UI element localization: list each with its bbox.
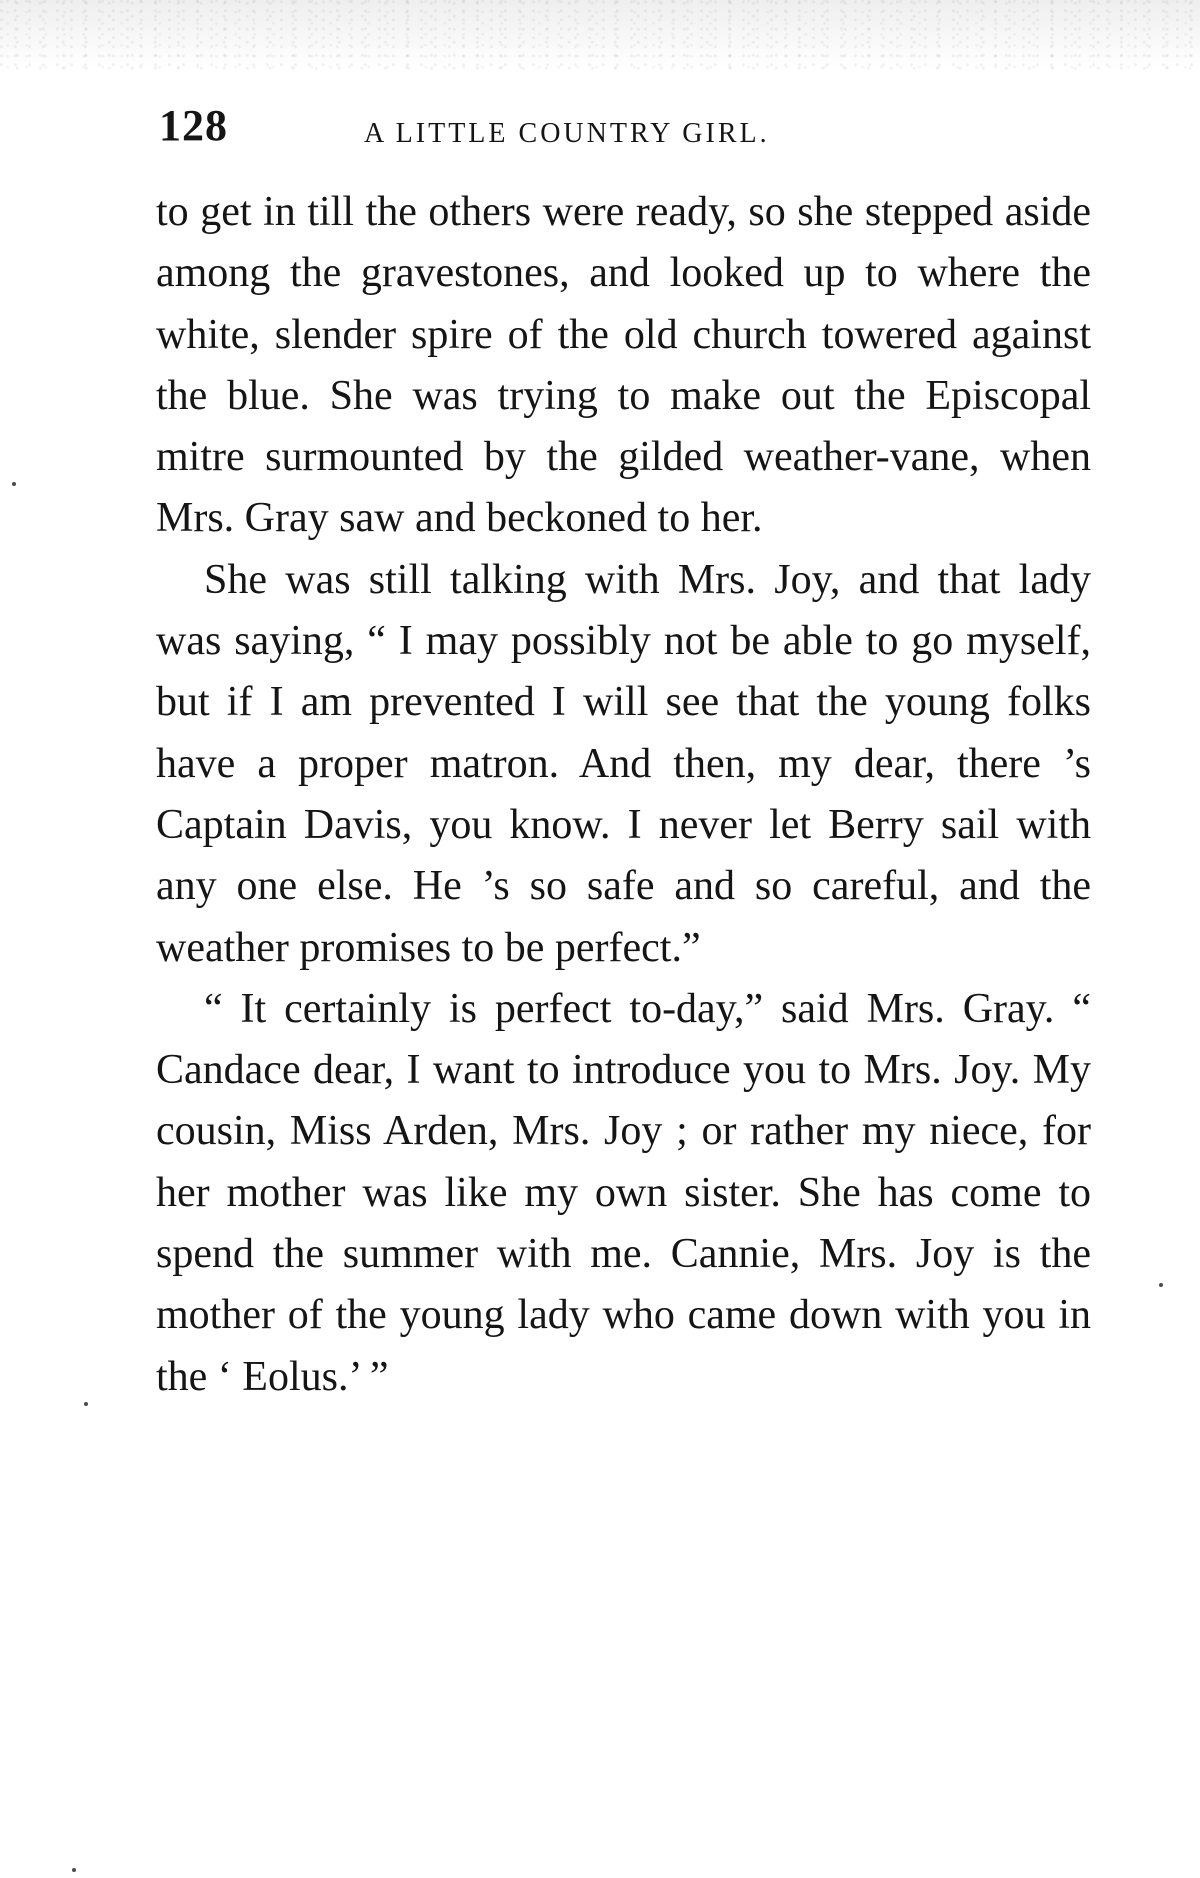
book-page bbox=[156, 92, 1091, 1832]
paragraph-2: She was still talking with Mrs. Joy, and that lady was saying, “ I may possibly not be able to go myself, but if I am prevented I will see that the young folks have a proper matron. And then, my dear, there ’s Captain Davis, you know. I never let Berry sail with any one else. He ’s so safe and so careful, and the weather promises to be perfect.” bbox=[156, 556, 1091, 971]
running-title: A LITTLE COUNTRY GIRL. bbox=[364, 118, 770, 149]
paragraph-1: to get in till the others were ready, so she stepped aside among the gravestones, and looked up to where the white, slender spire of the old church towered against the blue. She was trying to make out the Episcopal mitre surmounted by the gilded weather-vane, when Mrs. Gray saw and beckoned to her. bbox=[156, 189, 1091, 542]
page-number: 128 bbox=[159, 101, 228, 150]
speck-mark bbox=[84, 1402, 88, 1406]
body-text bbox=[156, 182, 1091, 1408]
speck-mark bbox=[72, 1868, 76, 1872]
speck-mark bbox=[1159, 1283, 1163, 1287]
speck-mark bbox=[12, 482, 16, 486]
paragraph-3: “ It certainly is perfect to-day,” said Mrs. Gray. “ Candace dear, I want to introduce you to Mrs. Joy. My cousin, Miss Arden, Mrs. Joy ; or rather my niece, for her mother was like my own sister. She has come to spend the summer with me. Cannie, Mrs. Joy is the mother of the young lady who came down with you in the ‘ Eolus.’ ” bbox=[156, 985, 1091, 1400]
running-head bbox=[156, 92, 1091, 172]
page-top-speckle bbox=[0, 0, 1200, 70]
